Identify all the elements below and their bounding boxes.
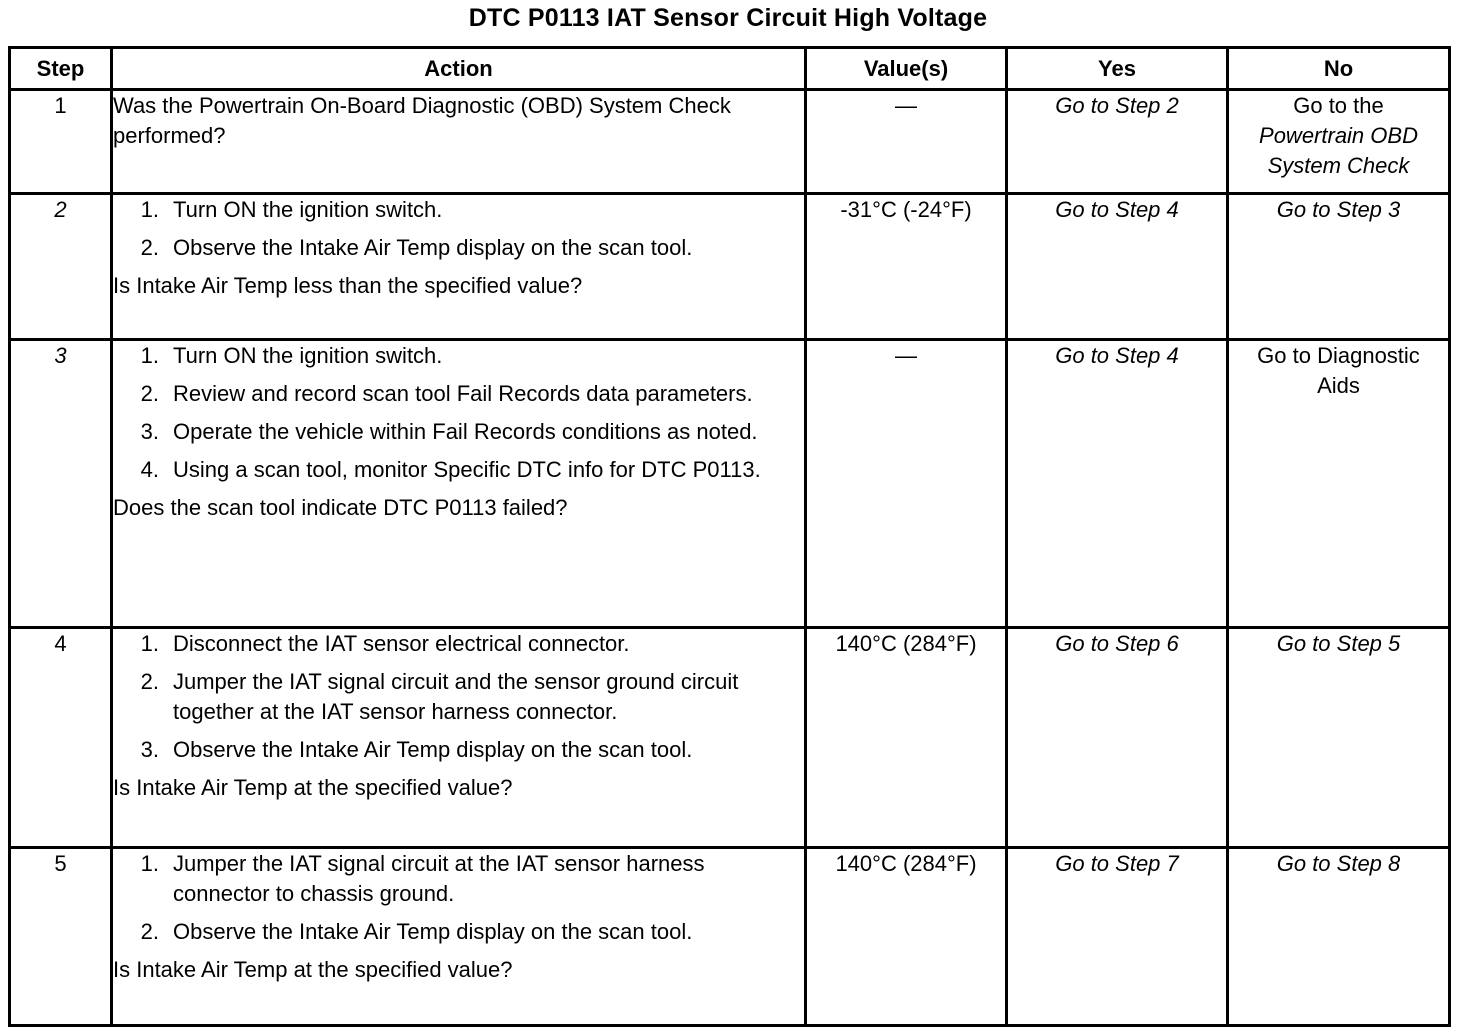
action-steps	[113, 195, 804, 263]
no-cell: Go to Step 8	[1228, 848, 1450, 1026]
list-item: 1. Jumper the IAT signal circuit at the IAT sensor harness connector to chassis ground.	[140, 851, 705, 906]
table-header-row	[10, 48, 1450, 90]
action-cell	[112, 90, 806, 194]
list-item: 1. Turn ON the ignition switch.	[140, 197, 443, 222]
no-link: Powertrain OBD System Check	[1259, 123, 1418, 178]
step-number: 5	[10, 848, 112, 1026]
list-item: 2. Observe the Intake Air Temp display on the scan tool.	[140, 235, 693, 260]
action-cell	[112, 628, 806, 848]
list-item: 4. Using a scan tool, monitor Specific DTC info for DTC P0113.	[140, 457, 761, 482]
table-row	[10, 848, 1450, 1026]
step-number: 3	[10, 340, 112, 628]
page-title: DTC P0113 IAT Sensor Circuit High Voltage	[468, 4, 988, 32]
no-prefix: Go to the	[1293, 93, 1384, 118]
value-cell: 140°C (284°F)	[806, 848, 1007, 1026]
value-cell: 140°C (284°F)	[806, 628, 1007, 848]
yes-cell: Go to Step 6	[1007, 628, 1228, 848]
header-values: Value(s)	[806, 48, 1007, 90]
list-item: 2. Review and record scan tool Fail Records data parameters.	[140, 381, 753, 406]
yes-cell: Go to Step 4	[1007, 194, 1228, 340]
list-item: 1. Turn ON the ignition switch.	[140, 343, 443, 368]
step-number: 2	[10, 194, 112, 340]
diagnostic-table	[8, 46, 1451, 1027]
action-cell	[112, 848, 806, 1026]
action-steps	[113, 341, 804, 485]
action-cell	[112, 340, 806, 628]
action-question: Is Intake Air Temp at the specified value?	[113, 957, 513, 982]
table-row	[10, 340, 1450, 628]
no-cell	[1228, 90, 1450, 194]
list-item: 1. Disconnect the IAT sensor electrical connector.	[140, 631, 630, 656]
header-step: Step	[10, 48, 112, 90]
value-cell: —	[806, 340, 1007, 628]
value-cell: —	[806, 90, 1007, 194]
step-number: 1	[10, 90, 112, 194]
no-cell: Go to Diagnostic Aids	[1228, 340, 1450, 628]
yes-cell: Go to Step 7	[1007, 848, 1228, 1026]
list-item: 2. Observe the Intake Air Temp display on the scan tool.	[140, 919, 693, 944]
action-question: Does the scan tool indicate DTC P0113 failed?	[113, 495, 568, 520]
step-number: 4	[10, 628, 112, 848]
yes-cell: Go to Step 4	[1007, 340, 1228, 628]
no-cell: Go to Step 3	[1228, 194, 1450, 340]
no-cell: Go to Step 5	[1228, 628, 1450, 848]
action-question: Is Intake Air Temp less than the specified value?	[113, 273, 583, 298]
action-steps	[113, 629, 804, 765]
action-question: Is Intake Air Temp at the specified value?	[113, 775, 513, 800]
action-question: Was the Powertrain On-Board Diagnostic (OBD) System Check performed?	[113, 93, 731, 148]
list-item: 3. Observe the Intake Air Temp display on the scan tool.	[140, 737, 693, 762]
header-yes: Yes	[1007, 48, 1228, 90]
action-cell	[112, 194, 806, 340]
table-row	[10, 194, 1450, 340]
value-cell: -31°C (-24°F)	[806, 194, 1007, 340]
yes-cell: Go to Step 2	[1007, 90, 1228, 194]
header-action: Action	[112, 48, 806, 90]
table-row	[10, 628, 1450, 848]
action-steps	[113, 849, 804, 947]
list-item: 3. Operate the vehicle within Fail Records conditions as noted.	[140, 419, 758, 444]
table-row	[10, 90, 1450, 194]
header-no: No	[1228, 48, 1450, 90]
list-item: 2. Jumper the IAT signal circuit and the sensor ground circuit together at the IAT sensor harness connector.	[140, 669, 739, 724]
